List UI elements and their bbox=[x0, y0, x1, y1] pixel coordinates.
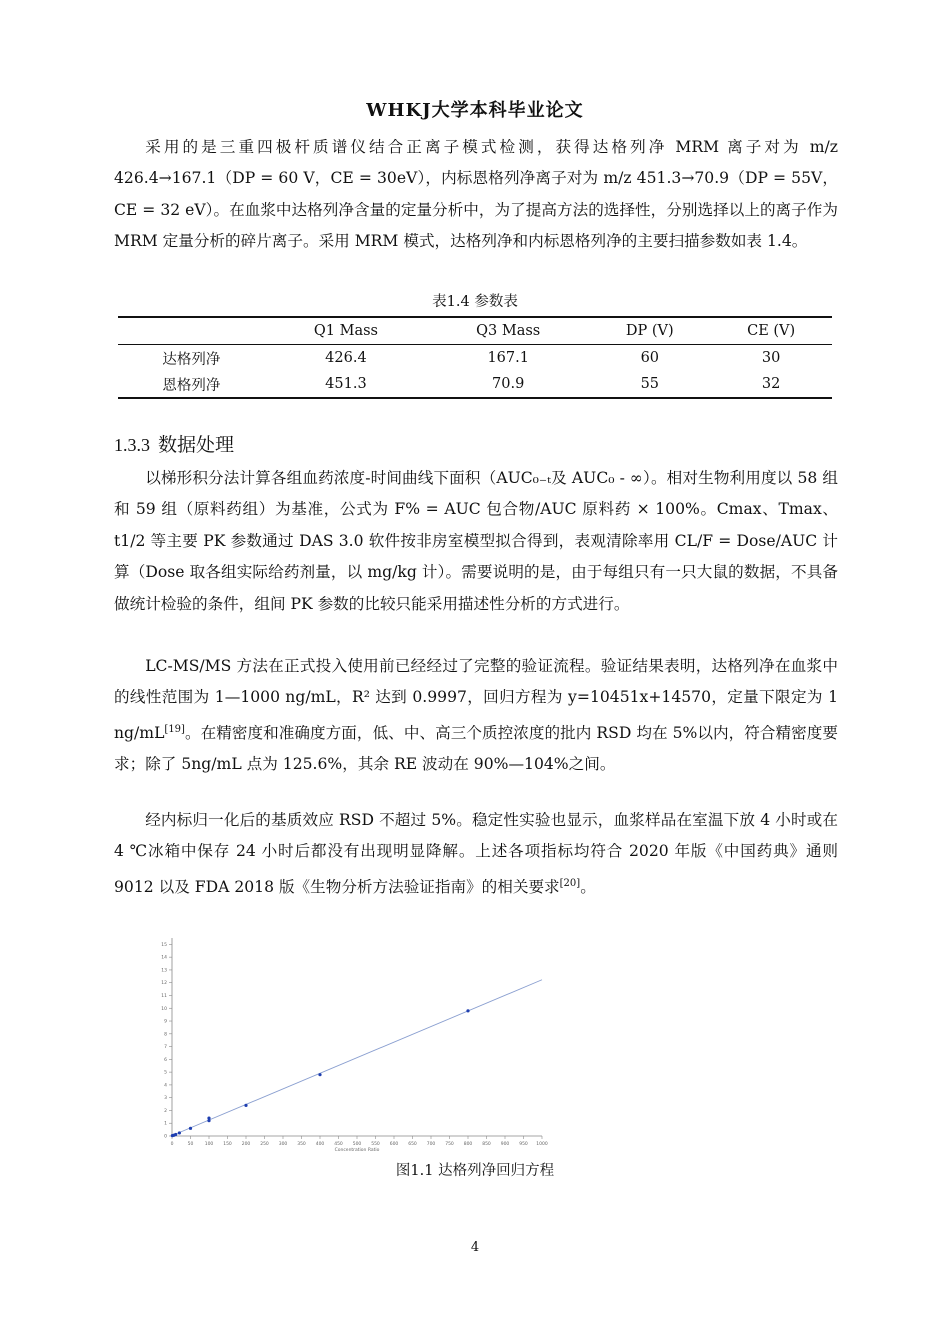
table-cell: 达格列净 bbox=[162, 351, 221, 368]
x-tick-label: 0 bbox=[170, 1142, 174, 1147]
y-tick-label: 3 bbox=[164, 1096, 167, 1102]
table-cell: 32 bbox=[710, 371, 832, 398]
header-cell: Q1 Mass bbox=[265, 317, 427, 345]
paragraph-mrm: 采用的是三重四极杆质谱仪结合正离子模式检测，获得达格列净 MRM 离子对为 m/z 426.4→167.1（DP = 60 V，CE = 30eV），内标恩格列净离子对为 m/z 451.3→70.9（DP = 55V，CE = 32 eV）。在血浆中达格列净含量的定量分析中，为了提高方法的选择性，分别选择以上的离子作为 MRM 定量分析的碎片离子。采用 MRM 模式，达格列净和内标恩格列净的主要扫描参数如表 1.4。 bbox=[114, 138, 838, 251]
section-heading bbox=[114, 430, 234, 457]
figure-caption: 图1.1 达格列净回归方程 bbox=[395, 1163, 555, 1179]
table-cell: 60 bbox=[640, 350, 660, 366]
x-tick-label: 150 bbox=[223, 1142, 232, 1147]
y-tick-label: 6 bbox=[164, 1057, 167, 1063]
x-tick-label: 800 bbox=[463, 1142, 473, 1147]
y-tick-label: 2 bbox=[164, 1108, 167, 1114]
x-tick-label: 550 bbox=[371, 1142, 380, 1147]
y-tick-label: 14 bbox=[161, 955, 167, 961]
table-row bbox=[118, 345, 832, 372]
x-tick-label: 250 bbox=[260, 1142, 269, 1147]
x-tick-label: 850 bbox=[482, 1142, 491, 1147]
x-tick-label: 700 bbox=[426, 1142, 436, 1147]
y-tick-label: 1 bbox=[164, 1121, 167, 1127]
section-title: 数据处理 bbox=[158, 434, 235, 456]
citation-ref: [20] bbox=[559, 877, 581, 889]
y-tick-label: 12 bbox=[161, 981, 167, 987]
x-tick-label: 900 bbox=[500, 1142, 510, 1147]
x-tick-label: 650 bbox=[408, 1142, 417, 1147]
header-cell: DP (V) bbox=[589, 317, 710, 345]
x-tick-label: 100 bbox=[204, 1142, 214, 1147]
data-point bbox=[466, 1009, 469, 1012]
page-number: 4 bbox=[470, 1240, 480, 1255]
table-cell: 426.4 bbox=[325, 350, 367, 366]
data-point bbox=[207, 1117, 210, 1120]
header-cell: Q3 Mass bbox=[427, 317, 589, 345]
y-tick-label: 15 bbox=[161, 942, 167, 948]
x-tick-label: 950 bbox=[519, 1142, 528, 1147]
y-tick-label: 9 bbox=[164, 1019, 167, 1025]
y-tick-label: 10 bbox=[161, 1006, 167, 1012]
paragraph-text: 。在精密度和准确度方面，低、中、高三个质控浓度的批内 RSD 均在 5%以内，符合精密度要求；除了 5ng/mL 点为 125.6%，其余 RE 波动在 90%—104%之间。 bbox=[114, 724, 838, 774]
table-cell: 451.3 bbox=[265, 371, 427, 398]
table-caption: 表1.4 参数表 bbox=[432, 294, 518, 310]
data-point bbox=[174, 1133, 177, 1136]
table-cell: 70.9 bbox=[427, 371, 589, 398]
data-point bbox=[244, 1104, 247, 1107]
y-tick-label: 7 bbox=[164, 1045, 167, 1051]
regression-chart bbox=[150, 930, 550, 1152]
paragraph-data-processing: 以梯形积分法计算各组血药浓度-时间曲线下面积（AUC₀₋ₜ及 AUC₀ - ∞）。相对生物利用度以 58 组和 59 组（原料药组）为基准，公式为 F% = AUC 包合物/AUC 原料药 × 100%。Cmax、Tmax、t1/2 等主要 PK 参数通过 DAS 3.0 软件按非房室模型拟合得到，表观清除率用 CL/F = Dose/AUC 计算（Dose 取各组实际给药剂量，以 mg/kg 计）。需要说明的是，由于每组只有一只大鼠的数据，不具备做统计检验的条件，组间 PK 参数的比较只能采用描述性分析的方式进行。 bbox=[114, 469, 838, 613]
regression-line bbox=[172, 980, 542, 1136]
header-cell: CE (V) bbox=[710, 317, 832, 345]
paragraph-matrix-effect bbox=[114, 805, 838, 903]
x-tick-label: 600 bbox=[389, 1142, 399, 1147]
x-tick-label: 500 bbox=[352, 1142, 362, 1147]
x-tick-label: 300 bbox=[278, 1142, 288, 1147]
paragraph-validation bbox=[114, 651, 838, 781]
regression-figure bbox=[150, 930, 550, 1152]
thesis-header: WHKJ大学本科毕业论文 bbox=[366, 100, 584, 121]
y-tick-label: 11 bbox=[161, 993, 167, 999]
x-tick-label: 400 bbox=[315, 1142, 325, 1147]
table-cell: 55 bbox=[589, 371, 710, 398]
table-cell: 30 bbox=[761, 350, 781, 366]
paragraph-text: LC-MS/MS 方法在正式投入使用前已经经过了完整的验证流程。验证结果表明，达格列净在血浆中的线性范围为 1—1000 ng/mL，R² 达到 0.9997，回归方程为 y=10451x+14570，定量下限定为 1 ng/mL bbox=[114, 657, 838, 742]
table-row bbox=[118, 371, 832, 398]
y-tick-label: 13 bbox=[161, 968, 167, 974]
data-point bbox=[189, 1127, 192, 1130]
y-tick-label: 0 bbox=[164, 1134, 167, 1140]
y-tick-label: 4 bbox=[164, 1083, 167, 1089]
parameter-table bbox=[118, 316, 832, 399]
table-header-row bbox=[118, 317, 832, 345]
section-number: 1.3.3 bbox=[114, 435, 150, 455]
data-point bbox=[178, 1131, 181, 1134]
paragraph-text: 。 bbox=[580, 878, 596, 896]
table-cell: 167.1 bbox=[487, 350, 529, 366]
y-tick-label: 8 bbox=[164, 1032, 167, 1038]
x-tick-label: 350 bbox=[297, 1142, 306, 1147]
header-cell bbox=[118, 317, 265, 345]
x-tick-label: 50 bbox=[187, 1142, 194, 1147]
x-tick-label: 750 bbox=[445, 1142, 454, 1147]
data-point bbox=[318, 1073, 321, 1076]
x-tick-label: 1000 bbox=[536, 1142, 548, 1147]
citation-ref: [19] bbox=[164, 723, 185, 735]
x-tick-label: 450 bbox=[334, 1142, 343, 1147]
table-cell: 恩格列净 bbox=[118, 371, 265, 398]
x-tick-label: 200 bbox=[241, 1142, 251, 1147]
y-tick-label: 5 bbox=[164, 1070, 167, 1076]
paragraph-text: 经内标归一化后的基质效应 RSD 不超过 5%。稳定性实验也显示，血浆样品在室温下放 4 小时或在 4 ℃冰箱中保存 24 小时后都没有出现明显降解。上述各项指标均符合 2020 年版《中国药典》通则 9012 以及 FDA 2018 版《生物分析方法验证指南》的相关要求 bbox=[114, 811, 838, 896]
x-axis-label: Concentration Ratio bbox=[334, 1148, 380, 1152]
